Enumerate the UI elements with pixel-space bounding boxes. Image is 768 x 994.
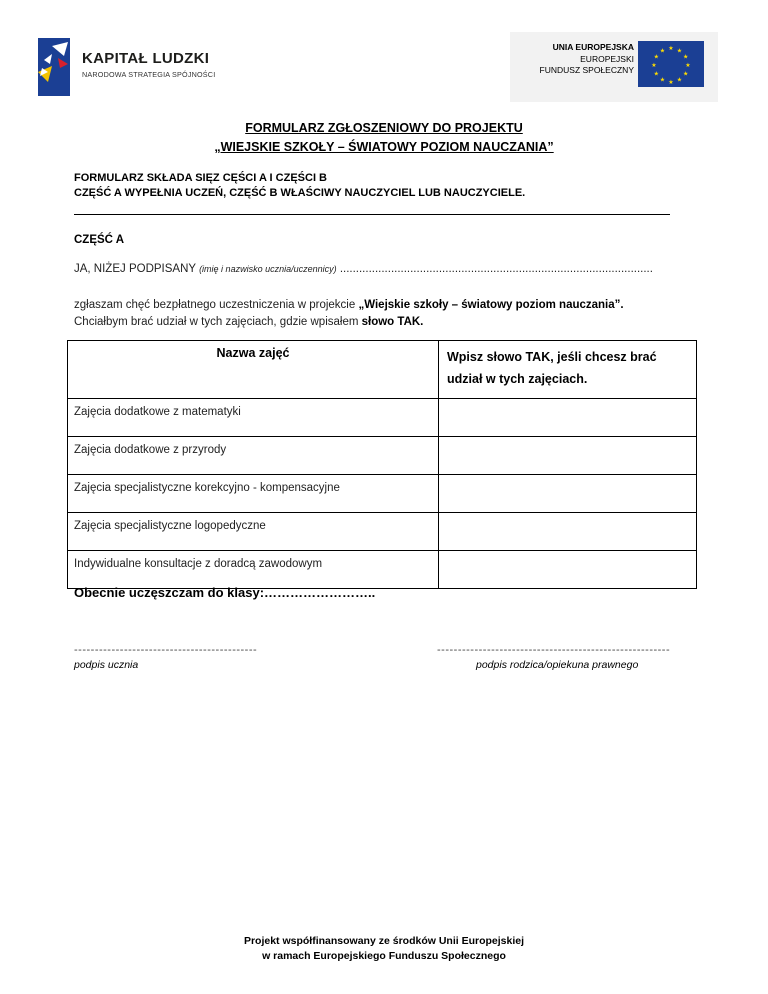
student-signature-label: podpis ucznia — [74, 659, 139, 671]
kapital-ludzki-logo — [38, 38, 238, 96]
apply-line — [74, 299, 624, 311]
answer-cell[interactable] — [439, 437, 697, 475]
eu-logo-line2: EUROPEJSKI — [580, 54, 634, 64]
info-line-2: CZĘŚĆ A WYPEŁNIA UCZEŃ, CZĘŚĆ B WŁAŚCIWY NAUCZYCIEL LUB NAUCZYCIELE. — [74, 187, 526, 199]
eu-logo — [510, 32, 718, 102]
kapital-ludzki-subtitle: NARODOWA STRATEGIA SPÓJNOŚCI — [82, 70, 216, 79]
svg-text:★: ★ — [653, 70, 659, 78]
svg-text:★: ★ — [659, 76, 666, 84]
course-name: Zajęcia specjalistyczne korekcyjno - kompensacyjne — [68, 475, 439, 513]
course-name: Zajęcia dodatkowe z matematyki — [68, 399, 439, 437]
answer-cell[interactable] — [439, 513, 697, 551]
divider — [74, 214, 670, 215]
table-row — [68, 437, 697, 475]
svg-text:★: ★ — [683, 70, 689, 78]
svg-text:★: ★ — [668, 79, 674, 86]
col-header-course-name: Nazwa zajęć — [68, 341, 439, 399]
course-name: Zajęcia specjalistyczne logopedyczne — [68, 513, 439, 551]
project-title: „WIEJSKIE SZKOŁY – ŚWIATOWY POZIOM NAUCZANIA” — [214, 140, 554, 154]
class-field[interactable]: Obecnie uczęszczam do klasy:…………………….. — [74, 585, 376, 600]
svg-text:★: ★ — [676, 76, 683, 84]
choose-line — [74, 316, 423, 328]
parent-signature-line[interactable]: -------------------------------------------------------- — [437, 644, 671, 656]
table-row — [68, 551, 697, 589]
svg-text:★: ★ — [653, 53, 659, 61]
course-name: Indywidualne konsultacje z doradcą zawodowym — [68, 551, 439, 589]
svg-text:★: ★ — [659, 47, 666, 55]
choose-word: słowo TAK. — [361, 316, 424, 328]
svg-text:★: ★ — [685, 62, 691, 69]
name-field[interactable]: .................................................................................................. — [336, 263, 653, 275]
courses-table — [67, 340, 697, 589]
table-row — [68, 513, 697, 551]
col-header-answer: Wpisz słowo TAK, jeśli chcesz brać udział w tych zajęciach. — [439, 341, 697, 399]
table-header-row — [68, 341, 697, 399]
apply-prefix: zgłaszam chęć bezpłatnego uczestniczenia w projekcie — [74, 299, 359, 311]
eu-logo-line3: FUNDUSZ SPOŁECZNY — [539, 65, 634, 75]
kapital-ludzki-title: KAPITAŁ LUDZKI — [82, 50, 210, 67]
eu-logo-line1: UNIA EUROPEJSKA — [552, 42, 634, 52]
svg-text:★: ★ — [676, 47, 683, 55]
course-name: Zajęcia dodatkowe z przyrody — [68, 437, 439, 475]
apply-project: „Wiejskie szkoły – światowy poziom nauczania”. — [358, 299, 624, 311]
kapital-ludzki-emblem-icon — [38, 38, 74, 96]
info-line-1: FORMULARZ SKŁADA SIĘZ CĘŚCI A I CZĘŚCI B — [74, 172, 327, 184]
part-a-heading: CZĘŚĆ A — [74, 234, 125, 246]
answer-cell[interactable] — [439, 475, 697, 513]
svg-text:★: ★ — [651, 62, 657, 69]
choose-prefix: Chciałbym brać udział w tych zajęciach, gdzie wpisałem — [74, 316, 362, 328]
declaration-line — [74, 263, 653, 275]
form-title: FORMULARZ ZGŁOSZENIOWY DO PROJEKTU — [245, 121, 523, 135]
svg-text:★: ★ — [683, 53, 689, 61]
student-signature-line[interactable]: -------------------------------------------- — [74, 644, 258, 656]
table-row — [68, 399, 697, 437]
answer-cell[interactable] — [439, 399, 697, 437]
parent-signature-label: podpis rodzica/opiekuna prawnego — [476, 659, 639, 671]
svg-text:★: ★ — [668, 45, 674, 52]
declaration-hint: (imię i nazwisko ucznia/uczennicy) — [199, 264, 337, 274]
table-row — [68, 475, 697, 513]
eu-flag-icon — [638, 41, 704, 87]
declaration-prefix: JA, NIŻEJ PODPISANY — [74, 263, 196, 275]
footer-line-2: w ramach Europejskiego Funduszu Społecznego — [262, 950, 506, 962]
answer-cell[interactable] — [439, 551, 697, 589]
footer-line-1: Projekt współfinansowany ze środków Unii Europejskiej — [243, 935, 525, 947]
